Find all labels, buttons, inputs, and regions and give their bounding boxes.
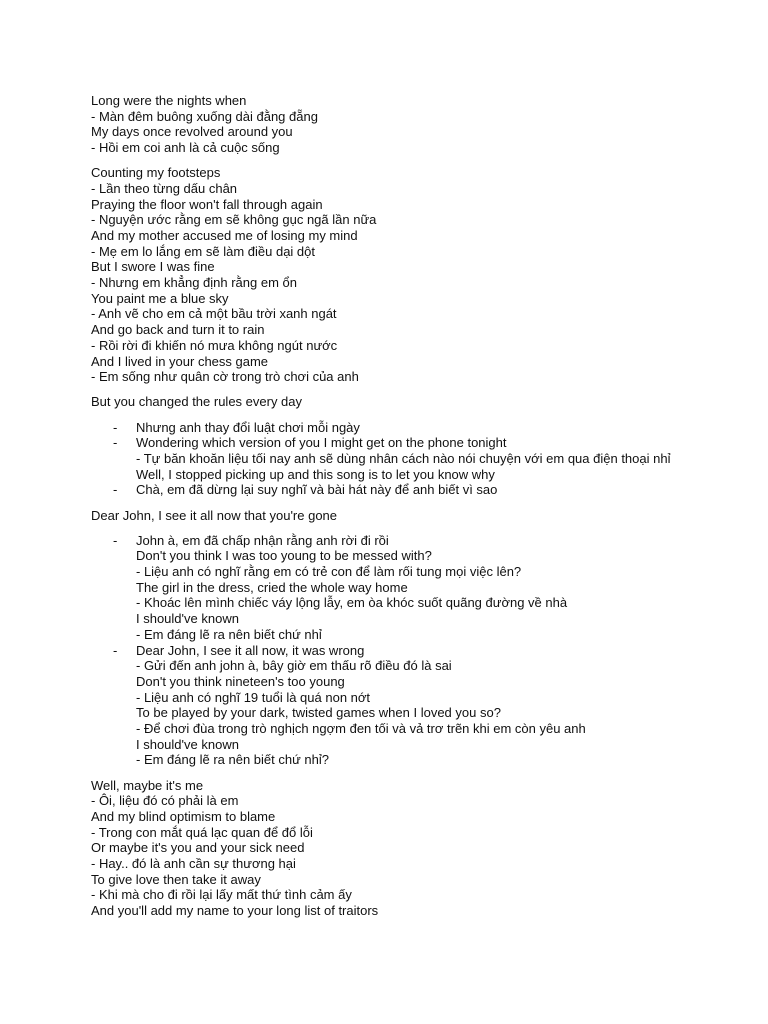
lyric-line: - Anh vẽ cho em cả một bầu trời xanh ngát [91, 306, 337, 322]
lyric-line: Or maybe it's you and your sick need [91, 840, 305, 856]
lyrics-document [91, 93, 731, 919]
stanza-2 [91, 165, 731, 385]
lyric-line: Praying the floor won't fall through again [91, 196, 323, 212]
bullet-text: Nhưng anh thay đổi luật chơi mỗi ngày [136, 419, 360, 435]
bullet-text: Dear John, I see it all now, it was wrong [136, 642, 365, 658]
stanza-5 [91, 778, 731, 919]
lyric-line: Well, maybe it's me [91, 777, 204, 793]
stanza-gap [91, 156, 731, 166]
bullet-sub-line: - Gửi đến anh john à, bây giờ em thấu rõ điều đó là sai [136, 658, 452, 674]
bullet-item [91, 533, 731, 549]
bullet-item [91, 420, 731, 436]
stanza-gap [91, 768, 731, 778]
lyric-line: - Em sống như quân cờ trong trò chơi của anh [91, 369, 359, 385]
stanza-gap [91, 498, 731, 508]
lyric-line: - Nhưng em khẳng định rằng em ổn [91, 275, 297, 291]
lyric-line: To give love then take it away [91, 871, 261, 887]
bullet-sub-line: I should've known [136, 611, 239, 627]
bullet-sub-line: - Em đáng lẽ ra nên biết chứ nhỉ? [136, 752, 329, 768]
bullet-sub-line: Well, I stopped picking up and this song is to let you know why [136, 466, 495, 482]
bullet-sub-line: - Tự băn khoăn liệu tối nay anh sẽ dùng nhân cách nào nói chuyện với em qua điện thoại nhỉ [136, 450, 671, 466]
lyric-line: - Lần theo từng dấu chân [91, 180, 238, 196]
bullet-dash: - [113, 482, 118, 498]
section-3 [91, 394, 731, 498]
bullet-sub-line: - Liệu anh có nghĩ 19 tuổi là quá non nớt [136, 689, 371, 705]
lyric-line: - Trong con mắt quá lạc quan để đổ lỗi [91, 824, 313, 840]
bullet-text: John à, em đã chấp nhận rằng anh rời đi rồi [136, 532, 389, 548]
bullet-sub-line: Don't you think I was too young to be messed with? [136, 548, 432, 564]
lyric-line: - Nguyện ước rằng em sẽ không gục ngã lần nữa [91, 212, 377, 228]
lyric-line: - Màn đêm buông xuống dài đằng đẵng [91, 108, 318, 124]
lyric-line: - Hay.. đó là anh cần sự thương hại [91, 855, 296, 871]
lyric-line: And you'll add my name to your long list of traitors [91, 903, 379, 918]
section-intro-line: But you changed the rules every day [91, 394, 303, 410]
lyric-line: Counting my footsteps [91, 165, 221, 181]
bullet-sub-line: - Để chơi đùa trong trò nghịch ngợm đen tối và vả trơ trẽn khi em còn yêu anh [136, 720, 586, 736]
bullet-text: Wondering which version of you I might get on the phone tonight [136, 435, 507, 451]
bullet-text: Chà, em đã dừng lại suy nghĩ và bài hát này để anh biết vì sao [136, 482, 498, 498]
bullet-sub-line: To be played by your dark, twisted games when I loved you so? [136, 705, 501, 721]
bullet-sub-line: Don't you think nineteen's too young [136, 673, 345, 689]
lyric-line: You paint me a blue sky [91, 290, 229, 306]
lyric-line: My days once revolved around you [91, 124, 293, 140]
section-intro-line: Dear John, I see it all now that you're gone [91, 507, 338, 523]
bullet-sub-line: I should've known [136, 736, 239, 752]
bullet-sub-line: - Khoác lên mình chiếc váy lộng lẫy, em òa khóc suốt quãng đường về nhà [136, 595, 568, 611]
lyric-line: And my mother accused me of losing my mind [91, 228, 358, 243]
lyric-line: - Ôi, liệu đó có phải là em [91, 793, 239, 809]
lyric-line: - Khi mà cho đi rồi lại lấy mất thứ tình cảm ấy [91, 887, 352, 903]
bullet-dash: - [113, 642, 118, 658]
bullet-dash: - [113, 532, 118, 548]
bullet-sub-line: - Liệu anh có nghĩ rằng em có trẻ con để làm rối tung mọi việc lên? [136, 564, 522, 580]
bullet-item [91, 482, 731, 498]
lyric-line: But I swore I was fine [91, 259, 215, 275]
stanza-gap [91, 385, 731, 395]
bullet-sub-line: - Em đáng lẽ ra nên biết chứ nhỉ [136, 626, 322, 642]
stanza-1 [91, 93, 731, 156]
section-gap [91, 410, 731, 420]
bullet-item [91, 643, 731, 659]
lyric-line: And my blind optimism to blame [91, 808, 276, 824]
lyric-line: And I lived in your chess game [91, 353, 269, 369]
bullet-sub-line: The girl in the dress, cried the whole way home [136, 579, 408, 595]
bullet-dash: - [113, 435, 118, 451]
section-4 [91, 508, 731, 769]
lyric-line: - Rồi rời đi khiến nó mưa không ngút nước [91, 337, 338, 353]
lyric-line: - Mẹ em lo lắng em sẽ làm điều dại dột [91, 243, 315, 259]
lyric-line: And go back and turn it to rain [91, 322, 265, 338]
lyric-line: - Hồi em coi anh là cả cuộc sống [91, 140, 280, 156]
section-gap [91, 523, 731, 533]
lyric-line: Long were the nights when [91, 93, 247, 108]
bullet-dash: - [113, 419, 118, 435]
bullet-item [91, 435, 731, 451]
